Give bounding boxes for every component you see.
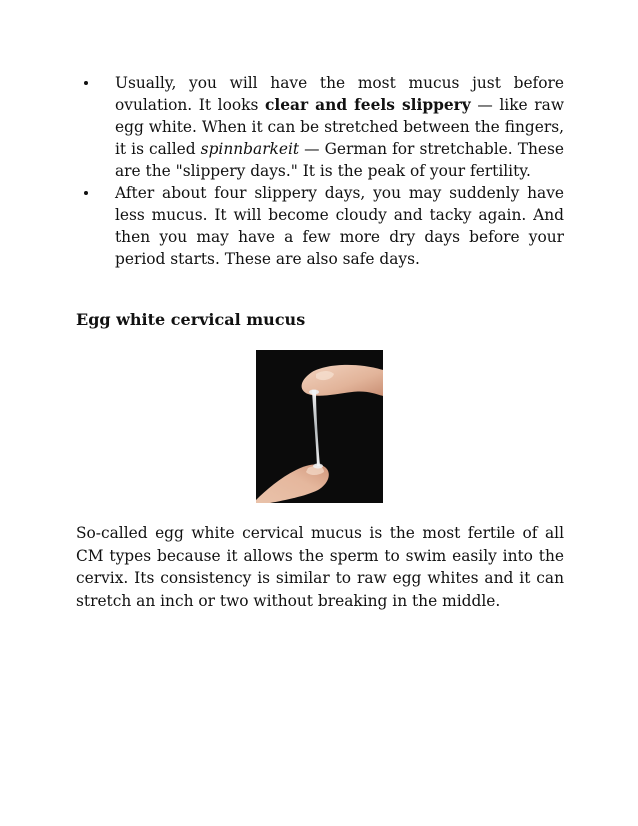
bullet-text-pre: Usually, you will have the most mucus just before ovulation. It looks (115, 74, 564, 114)
bullet-bold-phrase: clear and feels slippery (264, 96, 471, 114)
bullet-list (80, 72, 564, 270)
bullet-text-post: — German for stretchable. These are the "slippery days." It is the peak of your fertility. (115, 140, 564, 180)
bullet-dot-icon (84, 191, 88, 195)
bullet-item-after (80, 182, 564, 270)
bullet-italic-term: spinnbarkeit (200, 140, 300, 158)
fingers-stretching-mucus-illustration (256, 350, 383, 503)
body-paragraph: So-called egg white cervical mucus is the most fertile of all CM types because it allows the sperm to swim easily into the cervix. Its consistency is similar to raw egg whites and it can stretch an inch or two without breaking in the middle. (76, 524, 564, 610)
bullet-text: After about four slippery days, you may suddenly have less mucus. It will become cloudy and tacky again. And then you may have a few more dry days before your period starts. These are also safe days. (115, 184, 564, 268)
bullet-text-mid: — like raw egg white. When it can be stretched between the fingers, it is called (115, 96, 564, 158)
section-heading: Egg white cervical mucus (76, 310, 306, 329)
bullet-dot-icon (84, 81, 88, 85)
bullet-item-slippery (80, 72, 564, 182)
egg-white-mucus-photo (256, 350, 383, 503)
